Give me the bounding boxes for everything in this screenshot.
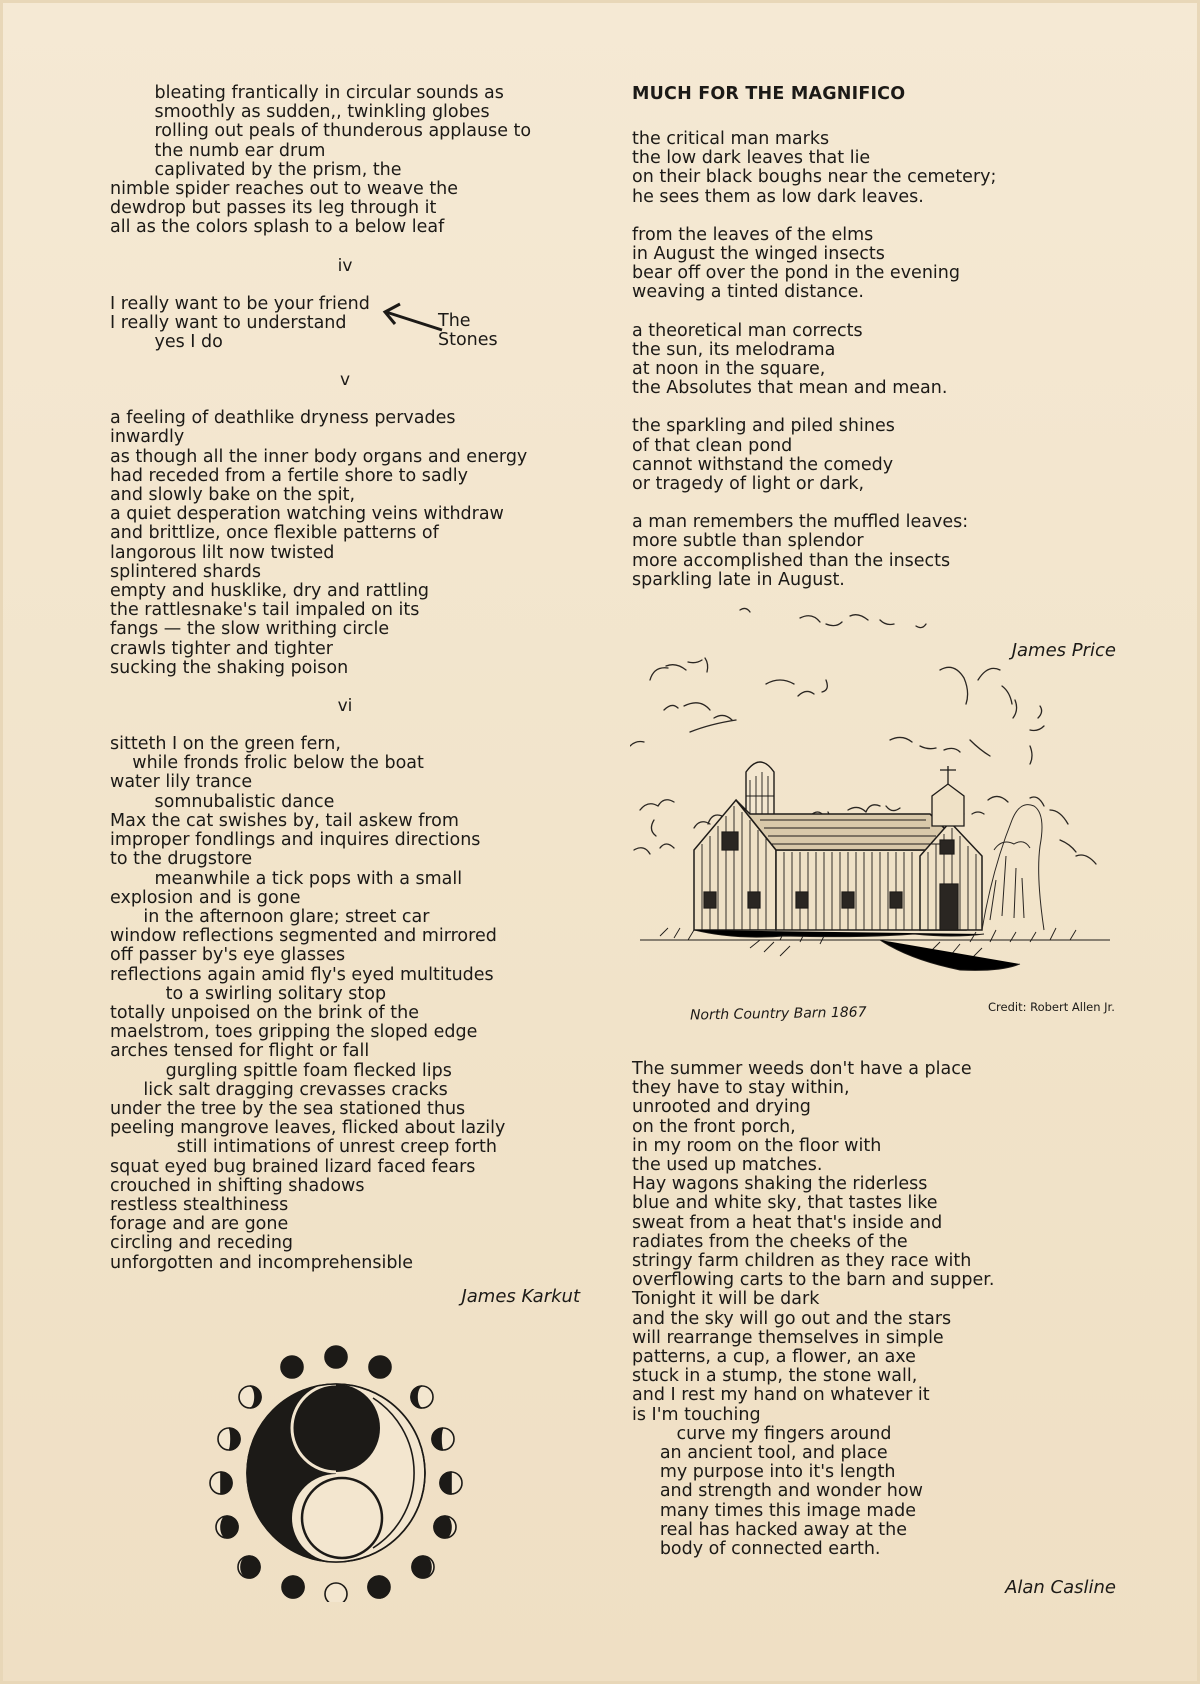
section-number-vi: vi [337, 696, 353, 717]
poem-line: a feeling of deathlike dryness pervades [110, 408, 456, 429]
author-alan-casline: Alan Casline [1005, 1577, 1116, 1598]
poem-line: of that clean pond [632, 435, 793, 456]
poem-line: sitteth I on the green fern, [110, 734, 341, 755]
poem-title: MUCH FOR THE MAGNIFICO [632, 84, 906, 104]
poem-line: off passer by's eye glasses [110, 945, 346, 966]
poem-line: he sees them as low dark leaves. [632, 186, 924, 207]
stones-annotation-line: The [438, 311, 471, 331]
poem-line: while fronds frolic below the boat [110, 753, 424, 774]
poem-line: and strength and wonder how [632, 1481, 923, 1502]
poem-line: sparkling late in August. [632, 569, 845, 590]
poem-line: still intimations of unrest creep forth [110, 1137, 497, 1158]
poem-line: gurgling spittle foam flecked lips [110, 1060, 452, 1081]
poem-line: the used up matches. [632, 1155, 823, 1176]
stanza [632, 513, 1132, 590]
poem-line: real has hacked away at the [632, 1519, 907, 1540]
poem-line: and the sky will go out and the stars [632, 1308, 952, 1329]
poem-line: at noon in the square, [632, 359, 826, 380]
poem-line: lick salt dragging crevasses cracks [110, 1079, 448, 1100]
second-poem [632, 1060, 1152, 1559]
poem-line: in the afternoon glare; street car [110, 906, 430, 927]
poem-line: weaving a tinted distance. [632, 282, 864, 303]
poem-line: bleating frantically in circular sounds as [110, 83, 504, 103]
stanza [632, 130, 1132, 207]
poem-line: a theoretical man corrects [632, 320, 863, 341]
poem-line: dewdrop but passes its leg through it [110, 198, 437, 219]
poem-line: or tragedy of light or dark, [632, 474, 865, 495]
poem-line: blue and white sky, that tastes like [632, 1193, 938, 1214]
poem-intro-stanza [110, 84, 580, 238]
poem-line: to a swirling solitary stop [110, 983, 387, 1004]
section-number-v: v [339, 370, 351, 391]
poem-line: and brittlize, once flexible patterns of [110, 523, 439, 544]
poem-line: improper fondlings and inquires directions [110, 830, 481, 851]
poem-line: more subtle than splendor [632, 531, 864, 552]
poem-line: squat eyed bug brained lizard faced fears [110, 1156, 476, 1177]
poem-line: overflowing carts to the barn and supper. [632, 1270, 995, 1291]
section-iv-stanza [110, 295, 580, 353]
poem-line: and slowly bake on the spit, [110, 485, 356, 506]
poem-line: sweat from a heat that's inside and [632, 1212, 943, 1233]
poem-line: I really want to be your friend [110, 293, 370, 314]
poem-line: unrooted and drying [632, 1097, 811, 1118]
poem-line: forage and are gone [110, 1214, 289, 1235]
summer-weeds-poem [632, 1060, 1152, 1559]
poem-line: water lily trance [110, 772, 253, 793]
poem-line: unforgotten and incomprehensible [110, 1252, 414, 1273]
stones-annotation-line: Stones [438, 330, 498, 351]
poem-line: Tonight it will be dark [632, 1289, 820, 1310]
poem-line: my purpose into it's length [632, 1462, 896, 1483]
poem-line: the low dark leaves that lie [632, 148, 871, 169]
poem-line: Hay wagons shaking the riderless [632, 1174, 928, 1195]
poem-line: to the drugstore [110, 849, 253, 870]
stones-annotation [438, 312, 498, 350]
poem-line: a man remembers the muffled leaves: [632, 512, 969, 533]
poem-line: window reflections segmented and mirrored [110, 926, 497, 947]
poem-line: all as the colors splash to a below leaf [110, 217, 445, 238]
poem-line: crouched in shifting shadows [110, 1175, 365, 1196]
section-vi-stanza [110, 735, 580, 1273]
barn-caption: North Country Barn 1867 [689, 1004, 867, 1024]
section-v-stanza [110, 409, 580, 678]
poem-line: many times this image made [632, 1500, 917, 1521]
author-james-karkut: James Karkut [461, 1285, 580, 1307]
poem-line: circling and receding [110, 1233, 294, 1254]
poem-line: had receded from a fertile shore to sadly [110, 465, 468, 486]
poem-line: bear off over the pond in the evening [632, 263, 960, 284]
poem-line: I really want to understand [110, 312, 347, 333]
poem-line: the numb ear drum [110, 140, 326, 161]
poem-line: crawls tighter and tighter [110, 638, 333, 659]
poem-line: meanwhile a tick pops with a small [110, 868, 463, 889]
poem-line: splintered shards [110, 561, 261, 582]
poem-line: radiates from the cheeks of the [632, 1231, 908, 1252]
barn-credit: Credit: Robert Allen Jr. [988, 1000, 1115, 1014]
poem-line: peeling mangrove leaves, flicked about lazily [110, 1118, 506, 1139]
poem-line: more accomplished than the insects [632, 550, 951, 571]
poem-line: explosion and is gone [110, 887, 301, 908]
poem-line: smoothly as sudden,, twinkling globes [110, 102, 490, 123]
moon-phase-emblem [205, 1340, 467, 1602]
poem-line: they have to stay within, [632, 1078, 850, 1099]
poem-line: rolling out peals of thunderous applause to [110, 121, 532, 142]
poem-line: a quiet desperation watching veins withdraw [110, 504, 504, 525]
poem-line: in August the winged insects [632, 244, 885, 265]
poem-line: yes I do [110, 332, 223, 353]
stanza [632, 226, 1132, 303]
poem-line: langorous lilt now twisted [110, 542, 335, 563]
poem-line: an ancient tool, and place [632, 1443, 888, 1464]
poem-line: body of connected earth. [632, 1539, 881, 1560]
right-column [632, 84, 1132, 609]
poem-line: from the leaves of the elms [632, 224, 874, 245]
barn-illustration [630, 600, 1130, 1040]
poem-line: sucking the shaking poison [110, 657, 349, 678]
poem-line: The summer weeds don't have a place [632, 1059, 972, 1079]
poem-line: under the tree by the sea stationed thus [110, 1098, 466, 1119]
poem-line: will rearrange themselves in simple [632, 1327, 944, 1348]
poem-line: reflections again amid fly's eyed multitudes [110, 964, 494, 985]
poem-line: somnubalistic dance [110, 791, 335, 812]
poem-line: as though all the inner body organs and energy [110, 446, 528, 467]
magnifico-stanzas [632, 130, 1132, 590]
central-circle [247, 1384, 425, 1562]
poem-line: fangs — the slow writhing circle [110, 619, 390, 640]
poem-line: caplivated by the prism, the [110, 159, 402, 180]
poem-line: inwardly [110, 427, 185, 448]
poem-line: totally unpoised on the brink of the [110, 1002, 419, 1023]
poem-line: stuck in a stump, the stone wall, [632, 1366, 918, 1387]
poem-line: curve my fingers around [632, 1423, 892, 1444]
poem-line: Max the cat swishes by, tail askew from [110, 810, 459, 831]
poem-line: stringy farm children as they race with [632, 1251, 972, 1272]
poem-line: the sun, its melodrama [632, 339, 836, 360]
author-james-price: James Price [1011, 640, 1116, 661]
poem-line: nimble spider reaches out to weave the [110, 179, 459, 200]
poem-line: on their black boughs near the cemetery; [632, 167, 997, 188]
poem-line: empty and husklike, dry and rattling [110, 581, 430, 602]
left-column [110, 84, 580, 1307]
stanza [632, 322, 1132, 399]
poem-line: patterns, a cup, a flower, an axe [632, 1347, 916, 1368]
stanza [632, 417, 1132, 494]
poem-line: arches tensed for flight or fall [110, 1041, 370, 1062]
poem-line: the critical man marks [632, 129, 830, 149]
poem-line: and I rest my hand on whatever it [632, 1385, 930, 1406]
poem-line: maelstrom, toes gripping the sloped edge [110, 1022, 478, 1043]
poem-line: the rattlesnake's tail impaled on its [110, 600, 420, 621]
poem-line: restless stealthiness [110, 1194, 289, 1215]
poem-line: the sparkling and piled shines [632, 416, 895, 437]
poem-line: is I'm touching [632, 1404, 761, 1425]
section-number-iv: iv [337, 255, 353, 276]
poem-line: in my room on the floor with [632, 1135, 882, 1156]
poem-line: cannot withstand the comedy [632, 454, 894, 475]
poem-line: on the front porch, [632, 1116, 796, 1137]
poem-line: the Absolutes that mean and mean. [632, 378, 948, 399]
